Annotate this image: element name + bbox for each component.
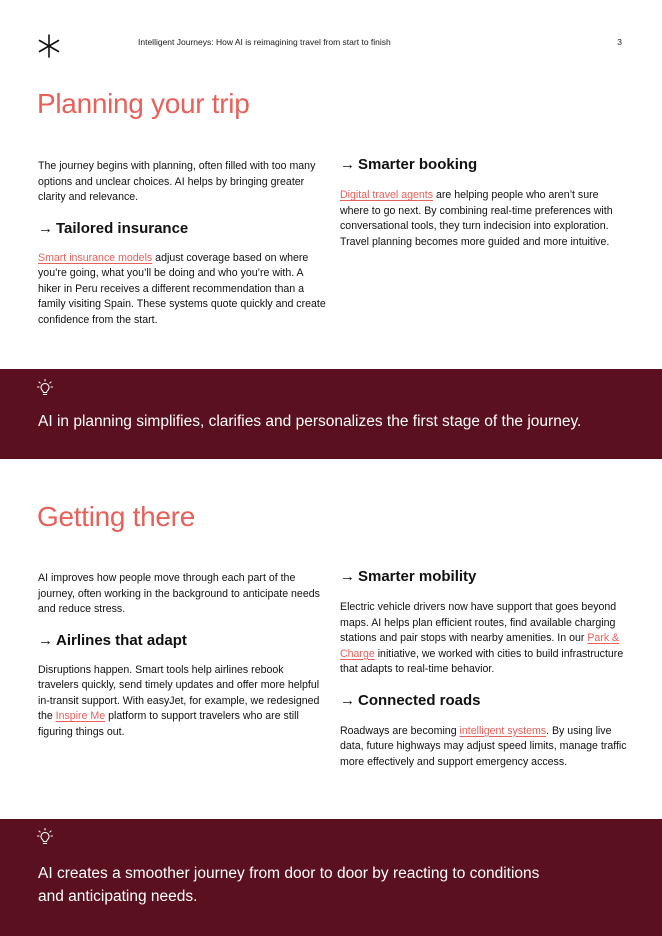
roads-body bbox=[340, 724, 630, 771]
planning-left-column bbox=[38, 159, 326, 328]
planning-right-column bbox=[340, 156, 630, 250]
booking-body-text: are helping people who aren’t sure where to go next. By combining real-time preferences with conversational tools, they turn indecision into exploration. Travel planning becomes more guided and more intuitive. bbox=[340, 189, 613, 248]
page-number: 3 bbox=[617, 37, 622, 47]
arrow-right-icon: → bbox=[38, 631, 53, 649]
airlines-heading-label: Airlines that adapt bbox=[56, 631, 187, 649]
roads-body-text-end: . By using live data, future highways may adjust speed limits, manage traffic more effectively and support emergency access. bbox=[340, 724, 627, 768]
arrow-right-icon: → bbox=[38, 219, 53, 237]
insurance-heading-label: Tailored insurance bbox=[56, 219, 189, 237]
planning-callout-text: AI in planning simplifies, clarifies and personalizes the first stage of the journey. bbox=[38, 413, 582, 430]
airlines-body bbox=[38, 663, 326, 741]
booking-body bbox=[340, 188, 630, 250]
insurance-body-text: adjust coverage based on where you’re going, what you’ll be doing and who you’re with. A hiker in Peru receives a different recommendation than a family visiting Spain. These systems quote quickly and create confidence from the start. bbox=[38, 251, 326, 326]
lightbulb-icon bbox=[37, 379, 53, 397]
getting-there-left-column bbox=[38, 571, 326, 740]
getting-there-right-column bbox=[340, 568, 630, 770]
section-title-getting-there: Getting there bbox=[37, 501, 195, 532]
arrow-right-icon: → bbox=[340, 156, 355, 173]
page-header bbox=[0, 0, 662, 90]
mobility-body-text-end: initiative, we worked with cities to build infrastructure that adapts to real-time behavior. bbox=[340, 647, 624, 675]
getting-there-callout-text: AI creates a smoother journey from door to door by reacting to conditions and anticipating needs. bbox=[38, 865, 540, 905]
mobility-heading bbox=[340, 568, 630, 585]
roads-body-text: Roadways are becoming bbox=[340, 724, 460, 737]
mobility-body-text: Electric vehicle drivers now have support that goes beyond maps. AI helps plan efficient routes, find available charging stations and pair stops with nearby amenities. In our bbox=[340, 601, 617, 644]
roads-heading-label: Connected roads bbox=[358, 691, 481, 709]
digital-travel-agents-link[interactable]: Digital travel agents bbox=[340, 189, 434, 201]
inspire-me-link[interactable]: Inspire Me bbox=[55, 710, 106, 722]
arrow-right-icon: → bbox=[340, 568, 355, 585]
arrow-right-icon: → bbox=[340, 691, 355, 709]
booking-heading-label: Smarter booking bbox=[358, 156, 478, 173]
mobility-heading-label: Smarter mobility bbox=[358, 568, 477, 585]
section-title-planning: Planning your trip bbox=[37, 88, 250, 119]
getting-there-callout-band bbox=[0, 819, 662, 936]
airlines-heading bbox=[38, 632, 326, 649]
smart-insurance-link[interactable]: Smart insurance models bbox=[38, 251, 153, 264]
mobility-body bbox=[340, 600, 630, 678]
insurance-body bbox=[38, 251, 326, 329]
document-title: Intelligent Journeys: How AI is reimagining travel from start to finish bbox=[138, 37, 391, 47]
asterisk-logo-icon bbox=[37, 34, 61, 58]
lightbulb-icon bbox=[37, 828, 53, 846]
airlines-body-text: Disruptions happen. Smart tools help airlines rebook travelers quickly, send timely updates and offer more helpful in-transit support. With easyJet, for example, we redesigned the bbox=[38, 663, 320, 722]
planning-intro: The journey begins with planning, often filled with too many options and unclear choices. AI helps by bringing greater clarity and relevance. bbox=[38, 160, 316, 203]
insurance-heading bbox=[38, 220, 326, 237]
airlines-body-text-end: platform to support travelers who are still figuring things out. bbox=[38, 710, 299, 738]
roads-heading bbox=[340, 692, 630, 709]
planning-callout-band bbox=[0, 369, 662, 459]
intelligent-systems-link[interactable]: intelligent systems bbox=[459, 724, 547, 737]
booking-heading bbox=[340, 156, 630, 173]
park-and-charge-link[interactable]: Park & Charge bbox=[340, 632, 620, 660]
getting-there-intro: AI improves how people move through each part of the journey, often working in the background to anticipate needs and reduce stress. bbox=[38, 572, 320, 615]
